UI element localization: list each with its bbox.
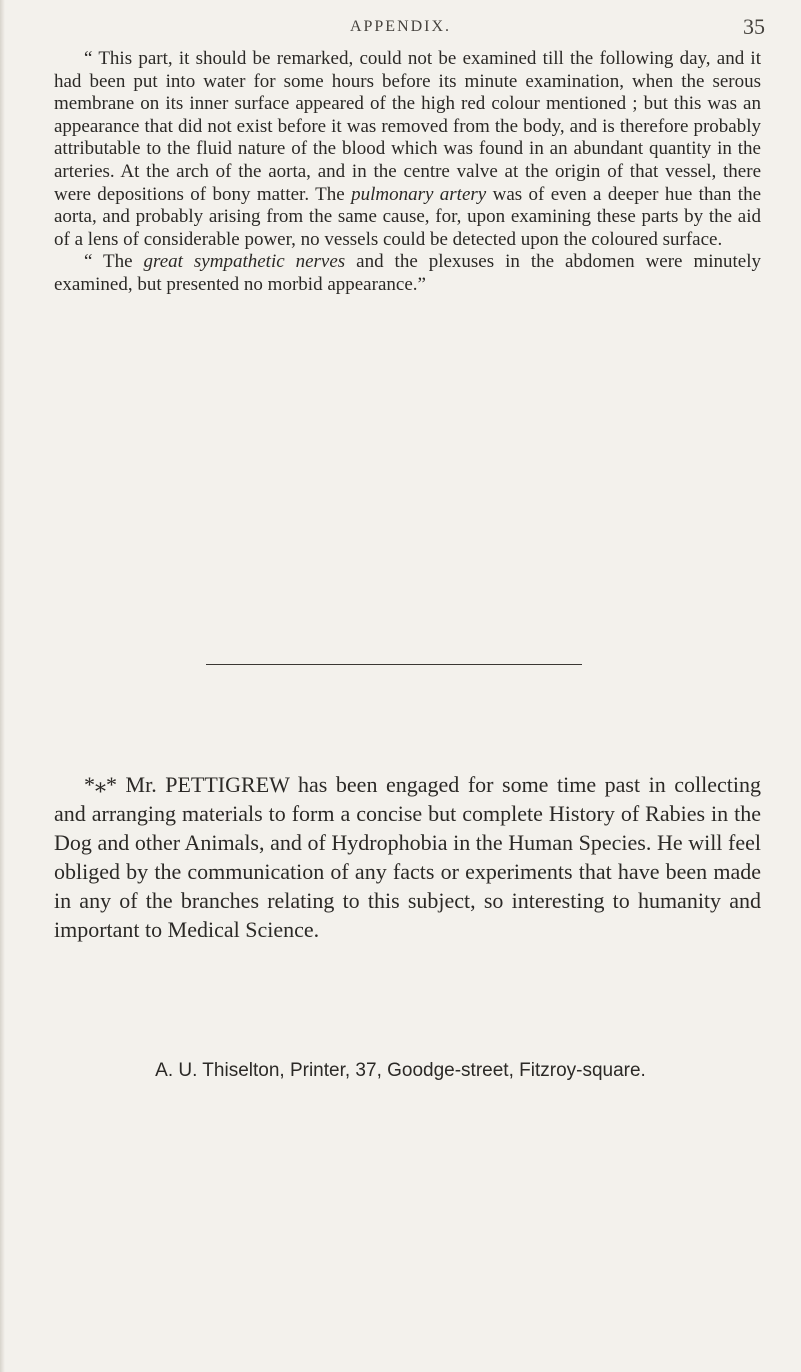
paragraph-1-the: The	[315, 183, 345, 205]
paragraph-1-rest: was of even a deeper hue than the aorta, and probably arising from the same cause, for, upon examining these parts by the aid of a lens of considerable power, no vessels could be detected upon the coloured surface.	[54, 183, 761, 250]
running-head	[0, 14, 801, 44]
printer-imprint: A. U. Thiselton, Printer, 37, Goodge-street, Fitzroy-square.	[155, 1060, 646, 1081]
paragraph-2	[54, 251, 761, 296]
paragraph-2-open: “ The	[84, 251, 133, 273]
quoted-body-text	[54, 48, 761, 297]
paragraph-2-rest: and the plexuses in the abdomen were minutely examined, but presented no morbid appearance.”	[54, 251, 761, 295]
section-divider	[206, 664, 582, 665]
paragraph-1-main: “ This part, it should be remarked, could not be examined till the following day, and it had been put into water for some hours before its minute examination, when the serous membrane on its inner surface appeared of the high red colour mentioned ; but this was an appearance that did not exist before it was removed from the body, and is therefore probably attributable to the fluid nature of the blood which was found in an abundant quantity in the arteries. At the arch of the aorta, and in the centre valve at the origin of that vessel, there were depositions of bony matter.	[54, 48, 761, 205]
asterism: *⁎*	[84, 772, 117, 797]
paragraph-1	[54, 48, 761, 251]
pettigrew-notice	[54, 770, 761, 944]
term-sympathetic-nerves: great sympathetic nerves	[143, 251, 346, 273]
running-title: APPENDIX.	[349, 18, 452, 35]
page-number: 35	[743, 14, 765, 39]
page-edge-shadow	[0, 0, 5, 1372]
notice-text: Mr. PETTIGREW has been engaged for some time past in collecting and arranging materials to form a concise but complete History of Rabies in the Dog and other Animals, and of Hydrophobia in the Human Species. He will feel obliged by the communication of any facts or experiments that have been made in any of the branches relating to this subject, so interesting to humanity and important to Medical Science.	[54, 772, 761, 942]
term-pulmonary-artery: pulmonary artery	[351, 183, 487, 205]
